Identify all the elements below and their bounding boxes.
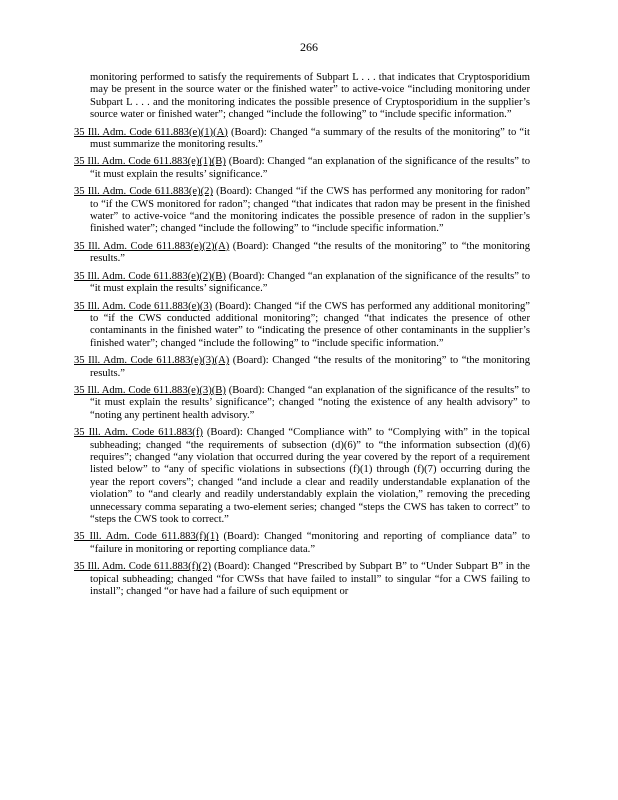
entry-text: (Board): Changed “if the CWS has performed any additional monitoring” to “if the CWS conducted additional monitoring”; changed “that indicates the presence of other contaminants in the finished water” to “indicating the presence of other contaminants in the supplier’s finished water”; changed “include the following” to “include specific information.”	[90, 300, 530, 349]
citation: 35 Ill. Adm. Code 611.883(e)(1)(B)	[74, 156, 226, 168]
entry-text: (Board): Changed “the results of the monitoring” to “the monitoring results.”	[90, 355, 530, 379]
list-item	[74, 127, 530, 152]
citation: 35 Ill. Adm. Code 611.883(e)(3)	[74, 300, 213, 312]
page-number: 266	[300, 40, 318, 54]
citation: 35 Ill. Adm. Code 611.883(f)	[74, 427, 203, 439]
entry-text: (Board): Changed “the results of the monitoring” to “the monitoring results.”	[90, 240, 530, 265]
entry-text: (Board): Changed “an explanation of the significance of the results” to “it must explain the results’ significance.”	[90, 156, 530, 180]
document-body	[74, 72, 530, 603]
list-item	[74, 241, 530, 266]
list-item	[74, 427, 530, 526]
list-item	[74, 561, 530, 598]
list-item	[74, 301, 530, 351]
citation: 35 Ill. Adm. Code 611.883(e)(3)(A)	[74, 355, 230, 367]
list-item	[74, 156, 530, 181]
continued-paragraph: monitoring performed to satisfy the requirements of Subpart L . . . that indicates that Cryptosporidium may be present in the source water or the finished water” to active-voice “including monitoring under Subpart L . . . and the monitoring indicates the possible presence of Cryptosporidium in the supplier’s source water or finished water”; changed “include the following” to “include specific information.”	[90, 72, 530, 121]
entry-text: (Board): Changed “Compliance with” to “Complying with” in the topical subheading; changed “the requirements of subsection (d)(6)” to “the information subsection (d)(6) requires”; changed “any violation that occurred during the year covered by the report of a requirement listed below” to “any of specific violations in subsections (f)(1) through (f)(7) occurring during the year the report covers”; changed “and include a clear and readily understandable explanation of the violation” to “and clearly and readily understandably explain the violation,” removing the preceding unnecessary comma separating a two-element series; changed “steps the CWS has taken to correct” to “steps the CWS took to correct.”	[90, 427, 531, 525]
citation: 35 Ill. Adm. Code 611.883(e)(2)	[74, 186, 213, 198]
entry-text: (Board): Changed “Prescribed by Subpart B” to “Under Subpart B” in the topical subheading; changed “for CWSs that have failed to install” to singular “for a CWS failing to install”; changed “or have had a failure of such equipment or	[90, 561, 530, 598]
list-item	[74, 186, 530, 236]
list-item	[74, 531, 530, 556]
citation: 35 Ill. Adm. Code 611.883(e)(3)(B)	[74, 384, 226, 396]
citation: 35 Ill. Adm. Code 611.883(e)(1)(A)	[74, 126, 228, 138]
citation: 35 Ill. Adm. Code 611.883(e)(2)(B)	[74, 270, 226, 282]
entry-text: (Board): Changed “a summary of the results of the monitoring” to “it must summarize the monitoring results.”	[90, 126, 530, 151]
citation: 35 Ill. Adm. Code 611.883(f)(2)	[74, 561, 212, 573]
entry-text: (Board): Changed “monitoring and reporting of compliance data” to “failure in monitoring or reporting compliance data.”	[90, 531, 531, 555]
entry-text: (Board): Changed “an explanation of the significance of the results” to “it must explain the results’ significance”; changed “noting the existence of any health advisory” to “noting any pertinent health advisory.”	[90, 384, 530, 421]
entry-text: (Board): Changed “if the CWS has performed any monitoring for radon” to “if the CWS monitored for radon”; changed “that indicates that radon may be present in the finished water” to active-voice “and the monitoring indicates the possible presence of radon in the supplier’s finished water”; changed “include the following” to “include specific information.”	[90, 186, 530, 235]
list-item	[74, 271, 530, 296]
entry-text: (Board): Changed “an explanation of the significance of the results” to “it must explain the results’ significance.”	[90, 270, 530, 295]
citation: 35 Ill. Adm. Code 611.883(e)(2)(A)	[74, 240, 230, 252]
list-item	[74, 385, 530, 422]
citation: 35 Ill. Adm. Code 611.883(f)(1)	[74, 531, 219, 543]
list-item	[74, 355, 530, 380]
